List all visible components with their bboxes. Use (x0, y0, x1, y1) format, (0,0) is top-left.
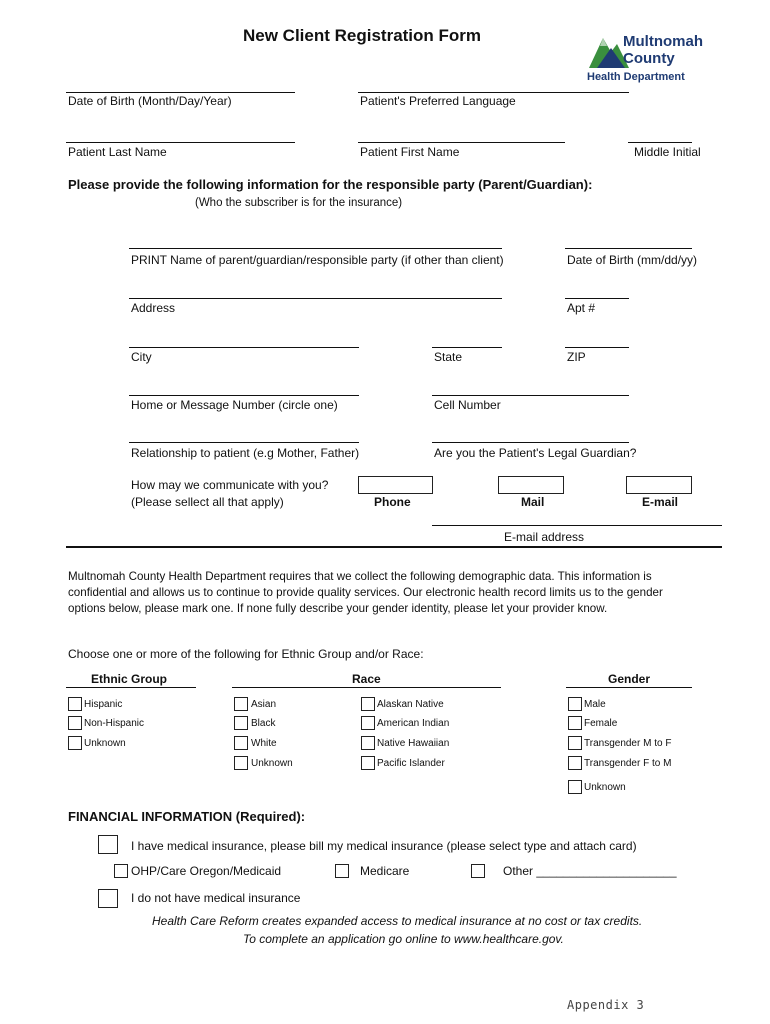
no-insurance-checkbox[interactable] (98, 889, 118, 908)
non-hispanic-checkbox[interactable] (68, 716, 82, 730)
white-label: White (251, 738, 277, 749)
other-insurance-checkbox[interactable] (471, 864, 485, 878)
zip-label: ZIP (567, 350, 586, 364)
responsible-subheading: (Who the subscriber is for the insurance) (195, 197, 403, 209)
dob-line[interactable] (66, 92, 295, 93)
asian-label: Asian (251, 699, 277, 710)
transgender-m-to-f-label: Transgender M to F (584, 738, 672, 749)
first-name-label: Patient First Name (360, 145, 460, 159)
financial-heading: FINANCIAL INFORMATION (Required): (68, 809, 306, 824)
choose-label: Choose one or more of the following for Ethnic Group and/or Race: (68, 647, 424, 661)
first-name-line[interactable] (358, 142, 565, 143)
city-line[interactable] (129, 347, 359, 348)
logo-line3: Health Department (587, 71, 685, 83)
pacific-islander-label: Pacific Islander (377, 758, 445, 769)
print-name-line[interactable] (129, 248, 502, 249)
asian-checkbox[interactable] (234, 697, 248, 711)
legal-guardian-label: Are you the Patient's Legal Guardian? (434, 446, 637, 460)
address-label: Address (131, 301, 176, 315)
female-label: Female (584, 718, 618, 729)
language-line[interactable] (358, 92, 629, 93)
have-insurance-label: I have medical insurance, please bill my medical insurance (please select type and attach card) (131, 839, 637, 853)
native-hawaiian-checkbox[interactable] (361, 736, 375, 750)
email-address-line[interactable] (432, 525, 722, 526)
section-divider (66, 546, 722, 548)
email-address-label: E-mail address (504, 530, 585, 544)
zip-line[interactable] (565, 347, 629, 348)
native-hawaiian-label: Native Hawaiian (377, 738, 450, 749)
gender-header-underline (566, 687, 692, 688)
american-indian-label: American Indian (377, 718, 450, 729)
print-name-label: PRINT Name of parent/guardian/responsible party (if other than client) (131, 253, 504, 267)
alaskan-native-label: Alaskan Native (377, 699, 444, 710)
responsible-heading: Please provide the following information for the responsible party (Parent/Guardian): (68, 177, 593, 192)
race-unknown-label: Unknown (251, 758, 293, 769)
home-phone-label: Home or Message Number (circle one) (131, 398, 338, 412)
rp-dob-line[interactable] (565, 248, 692, 249)
phone-option-label: Phone (374, 495, 411, 509)
no-insurance-label: I do not have medical insurance (131, 891, 301, 905)
reform-line2: To complete an application go online to www.healthcare.gov. (243, 932, 564, 946)
ethnic-unknown-label: Unknown (84, 738, 126, 749)
black-checkbox[interactable] (234, 716, 248, 730)
transgender-f-to-m-label: Transgender F to M (584, 758, 672, 769)
race-header-underline (232, 687, 501, 688)
communicate-line2: (Please sellect all that apply) (131, 495, 284, 509)
apt-label: Apt # (567, 301, 596, 315)
demographics-paragraph: Multnomah County Health Department requires that we collect the following demographic data. This information is confidential and allows us to continue to provide quality services. Our electronic health record limits us to the gender options below, please mark one. If none fully describe your gender identity, please let your provider know. (68, 570, 663, 615)
cell-label: Cell Number (434, 398, 501, 412)
transgender-f-to-m-checkbox[interactable] (568, 756, 582, 770)
reform-line1: Health Care Reform creates expanded access to medical insurance at no cost or tax credits. (152, 914, 643, 928)
state-line[interactable] (432, 347, 502, 348)
gender-unknown-label: Unknown (584, 782, 626, 793)
mail-option-label: Mail (521, 495, 545, 509)
ohp-checkbox[interactable] (114, 864, 128, 878)
phone-checkbox[interactable] (358, 476, 433, 494)
hispanic-checkbox[interactable] (68, 697, 82, 711)
communicate-line1: How may we communicate with you? (131, 478, 329, 492)
pacific-islander-checkbox[interactable] (361, 756, 375, 770)
county-logo (587, 30, 703, 88)
rp-dob-label: Date of Birth (mm/dd/yy) (567, 253, 698, 267)
email-checkbox[interactable] (626, 476, 692, 494)
female-checkbox[interactable] (568, 716, 582, 730)
language-label: Patient's Preferred Language (360, 94, 516, 108)
transgender-m-to-f-checkbox[interactable] (568, 736, 582, 750)
hispanic-label: Hispanic (84, 699, 123, 710)
city-label: City (131, 350, 152, 364)
relationship-label: Relationship to patient (e.g Mother, Father) (131, 446, 360, 460)
black-label: Black (251, 718, 276, 729)
dob-label: Date of Birth (Month/Day/Year) (68, 94, 232, 108)
gender-unknown-checkbox[interactable] (568, 780, 582, 794)
mail-checkbox[interactable] (498, 476, 564, 494)
race-unknown-checkbox[interactable] (234, 756, 248, 770)
state-label: State (434, 350, 463, 364)
medicare-label: Medicare (360, 864, 410, 878)
race-header: Race (352, 672, 381, 686)
have-insurance-checkbox[interactable] (98, 835, 118, 854)
form-title: New Client Registration Form (243, 26, 482, 45)
other-insurance-label: Other _____________________ (503, 864, 677, 878)
gender-header: Gender (608, 672, 651, 686)
logo-line1: Multnomah (623, 33, 703, 50)
american-indian-checkbox[interactable] (361, 716, 375, 730)
last-name-line[interactable] (66, 142, 295, 143)
relationship-line[interactable] (129, 442, 359, 443)
appendix-label: Appendix 3 (567, 998, 645, 1012)
non-hispanic-label: Non-Hispanic (84, 718, 145, 729)
apt-line[interactable] (565, 298, 629, 299)
male-checkbox[interactable] (568, 697, 582, 711)
middle-initial-label: Middle Initial (634, 145, 701, 159)
logo-line2: County (623, 50, 675, 67)
ohp-label: OHP/Care Oregon/Medicaid (131, 864, 282, 878)
email-option-label: E-mail (642, 495, 679, 509)
home-phone-line[interactable] (129, 395, 359, 396)
alaskan-native-checkbox[interactable] (361, 697, 375, 711)
ethnic-header-underline (66, 687, 196, 688)
address-line[interactable] (129, 298, 502, 299)
male-label: Male (584, 699, 606, 710)
legal-guardian-line[interactable] (432, 442, 629, 443)
ethnic-unknown-checkbox[interactable] (68, 736, 82, 750)
white-checkbox[interactable] (234, 736, 248, 750)
medicare-checkbox[interactable] (335, 864, 349, 878)
last-name-label: Patient Last Name (68, 145, 167, 159)
ethnic-group-header: Ethnic Group (91, 672, 167, 686)
middle-initial-line[interactable] (628, 142, 692, 143)
cell-line[interactable] (432, 395, 629, 396)
